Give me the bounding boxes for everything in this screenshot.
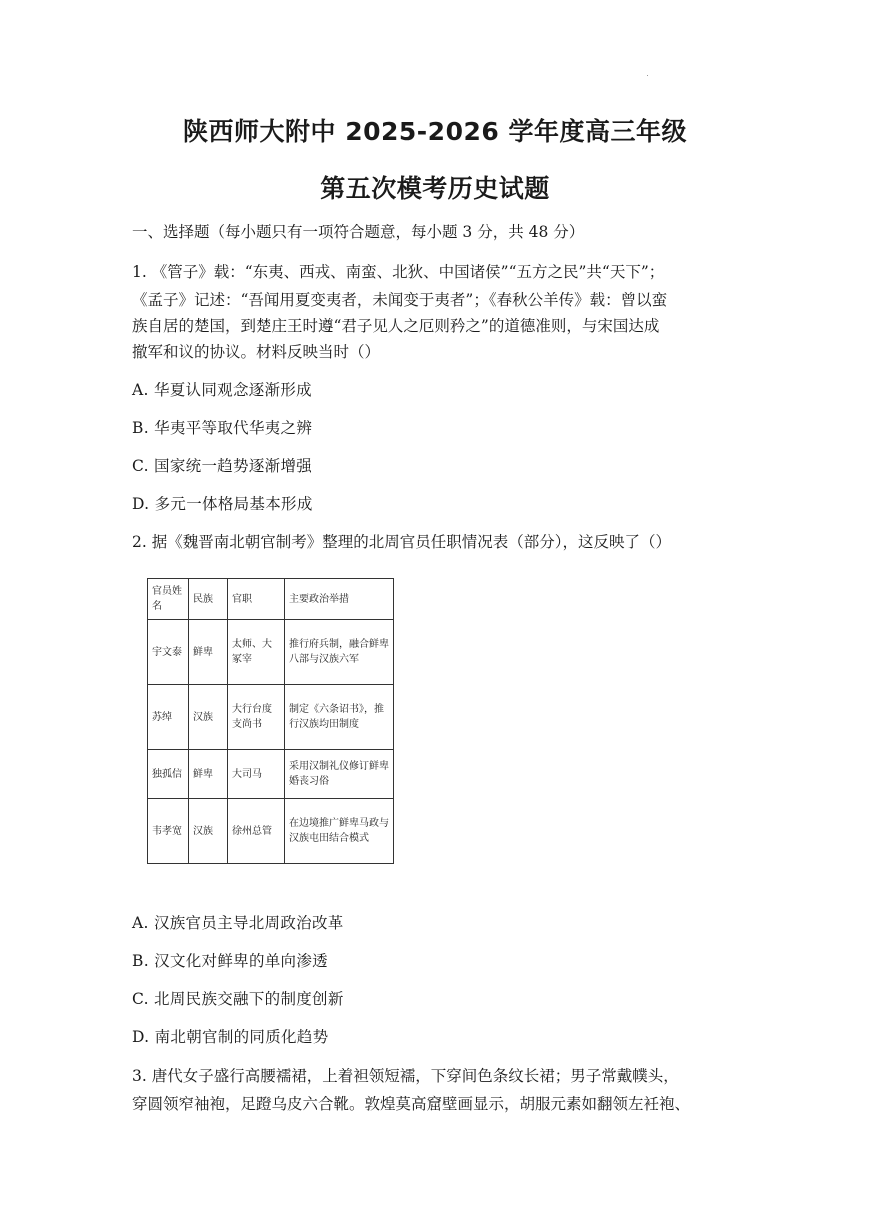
exam-title-line1: 陕西师大附中 2025-2026 学年度高三年级 bbox=[183, 117, 687, 146]
table-cell: 鲜卑 bbox=[189, 620, 228, 685]
table-cell: 徐州总管 bbox=[228, 799, 285, 864]
table-row bbox=[148, 685, 394, 750]
q1-option-b[interactable]: B. 华夷平等取代华夷之辨 bbox=[132, 419, 313, 437]
table-cell: 大司马 bbox=[228, 750, 285, 799]
table-row bbox=[148, 799, 394, 864]
table-cell: 太师、大冢宰 bbox=[228, 620, 285, 685]
q3-stem-line: 穿圆领窄袖袍，足蹬乌皮六合靴。敦煌莫高窟壁画显示，胡服元素如翻领左衽袍、 bbox=[132, 1095, 691, 1113]
officials-table bbox=[147, 578, 394, 864]
table-cell: 韦孝宽 bbox=[148, 799, 189, 864]
table-cell: 宇文泰 bbox=[148, 620, 189, 685]
scan-speck bbox=[647, 75, 648, 76]
table-header-cell: 主要政治举措 bbox=[285, 579, 394, 620]
table-cell: 推行府兵制，融合鲜卑八部与汉族六军 bbox=[285, 620, 394, 685]
q3-stem-line: 3. 唐代女子盛行高腰襦裙，上着袒领短襦，下穿间色条纹长裙；男子常戴幞头， bbox=[132, 1067, 679, 1085]
table-cell: 鲜卑 bbox=[189, 750, 228, 799]
q1-option-c[interactable]: C. 国家统一趋势逐渐增强 bbox=[132, 457, 313, 475]
table-cell: 在边境推广鲜卑马政与汉族屯田结合模式 bbox=[285, 799, 394, 864]
table-row bbox=[148, 620, 394, 685]
table-cell: 汉族 bbox=[189, 685, 228, 750]
q2-option-b[interactable]: B. 汉文化对鲜卑的单向渗透 bbox=[132, 952, 328, 970]
q1-stem-line: 族自居的楚国，到楚庄王时遵“君子见人之厄则矜之”的道德准则，与宋国达成 bbox=[132, 317, 660, 335]
q1-stem-line: 《孟子》记述：“吾闻用夏变夷者，未闻变于夷者”；《春秋公羊传》载：曾以蛮 bbox=[132, 291, 668, 309]
table-row bbox=[148, 750, 394, 799]
table-cell: 采用汉制礼仪修订鲜卑婚丧习俗 bbox=[285, 750, 394, 799]
table-header-row bbox=[148, 579, 394, 620]
q1-stem-line: 撤军和议的协议。材料反映当时（） bbox=[132, 343, 381, 361]
exam-title-line2: 第五次模考历史试题 bbox=[320, 174, 550, 203]
q1-stem-line: 1. 《管子》载：“东夷、西戎、南蛮、北狄、中国诸侯”“五方之民”共“天下”； bbox=[132, 263, 665, 281]
table-cell: 大行台度支尚书 bbox=[228, 685, 285, 750]
table-cell: 汉族 bbox=[189, 799, 228, 864]
table-cell: 独孤信 bbox=[148, 750, 189, 799]
table-header-cell: 官员姓名 bbox=[148, 579, 189, 620]
q2-option-c[interactable]: C. 北周民族交融下的制度创新 bbox=[132, 990, 344, 1008]
table-header-cell: 官职 bbox=[228, 579, 285, 620]
q2-option-a[interactable]: A. 汉族官员主导北周政治改革 bbox=[132, 914, 344, 932]
q1-option-d[interactable]: D. 多元一体格局基本形成 bbox=[132, 495, 313, 513]
q1-option-a[interactable]: A. 华夏认同观念逐渐形成 bbox=[132, 381, 312, 399]
table-header-cell: 民族 bbox=[189, 579, 228, 620]
table-cell: 制定《六条诏书》，推行汉族均田制度 bbox=[285, 685, 394, 750]
q2-option-d[interactable]: D. 南北朝官制的同质化趋势 bbox=[132, 1028, 329, 1046]
q2-stem: 2. 据《魏晋南北朝官制考》整理的北周官员任职情况表（部分），这反映了（） bbox=[132, 533, 671, 551]
section-heading: 一、选择题（每小题只有一项符合题意，每小题 3 分，共 48 分） bbox=[132, 223, 585, 241]
table-cell: 苏绰 bbox=[148, 685, 189, 750]
